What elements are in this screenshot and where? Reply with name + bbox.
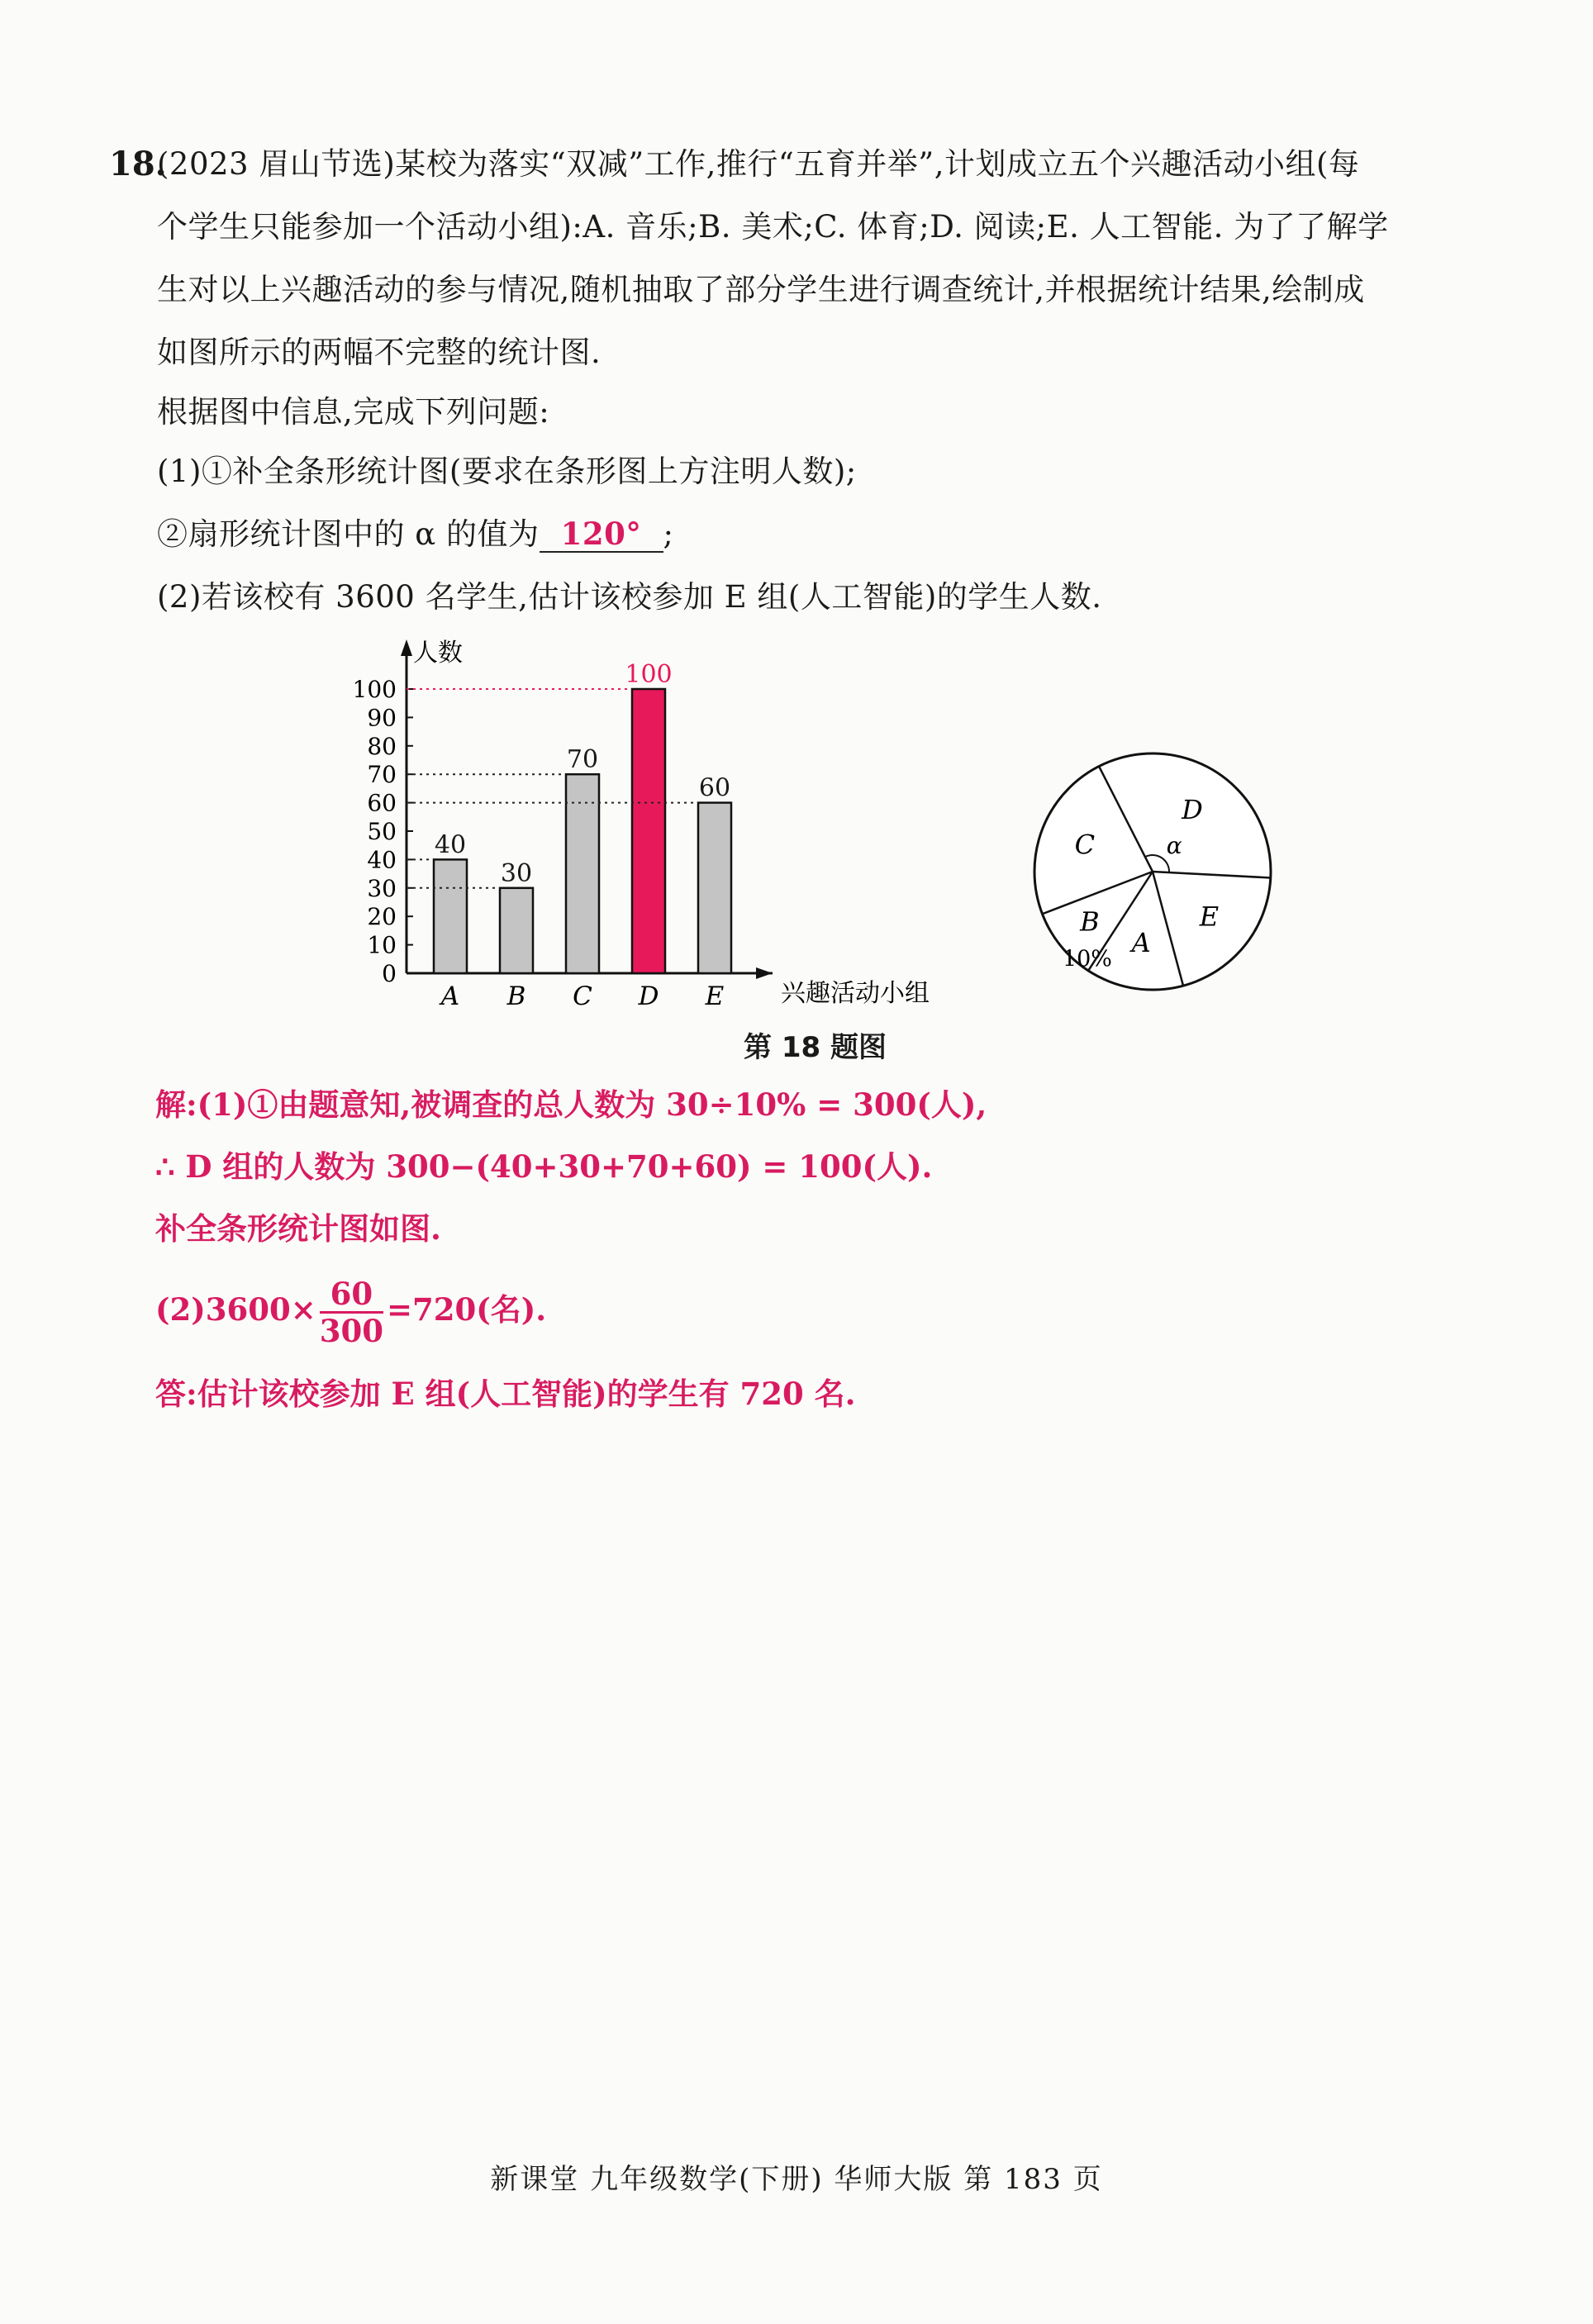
y-tick-label: 50 (367, 818, 397, 845)
bar-value-label: 30 (500, 858, 533, 888)
y-axis-label: 人数 (413, 639, 463, 668)
question-part2: (2)若该校有 3600 名学生,估计该校参加 E 组(人工智能)的学生人数. (157, 579, 1102, 615)
x-tick-label: A (440, 981, 460, 1011)
answer-blank: 120° (540, 516, 663, 553)
question-line-4: 如图所示的两幅不完整的统计图. (157, 335, 602, 370)
y-tick-label: 80 (367, 732, 397, 760)
solution-part2-suffix: =720(名). (386, 1291, 547, 1328)
x-axis-label: 兴趣活动小组 (781, 979, 930, 1008)
alpha-label: α (1166, 831, 1182, 859)
question-line-3: 生对以上兴趣活动的参与情况,随机抽取了部分学生进行调查统计,并根据统计结果,绘制成 (157, 272, 1365, 307)
pie-label-E: E (1199, 901, 1220, 933)
bar-chart (330, 628, 975, 1016)
solution-line-1: 解:(1)①由题意知,被调查的总人数为 30÷10% = 300(人), (155, 1086, 987, 1123)
y-tick-label: 90 (367, 704, 397, 732)
page-footer: 新课堂 九年级数学(下册) 华师大版 第 183 页 (490, 2163, 1103, 2196)
bar-E (698, 803, 731, 973)
solution-line-4 (155, 1272, 546, 1348)
question-line-2: 个学生只能参加一个活动小组):A. 音乐;B. 美术;C. 体育;D. 阅读;E. 人工智能. 为了了解学 (157, 209, 1389, 245)
y-tick-label: 100 (352, 676, 397, 703)
y-axis-arrow (401, 639, 412, 656)
x-axis-arrow (756, 967, 773, 979)
pie-percent-label: 10% (1062, 946, 1112, 972)
x-tick-label: C (573, 981, 592, 1011)
x-tick-label: B (506, 981, 526, 1011)
y-tick-label: 0 (382, 960, 397, 987)
pie-label-C: C (1074, 829, 1096, 861)
solution-line-2: ∴ D 组的人数为 300−(40+30+70+60) = 100(人). (155, 1148, 933, 1185)
solution-part2-prefix: (2)3600× (155, 1291, 316, 1328)
y-tick-label: 20 (367, 903, 397, 931)
fraction-numerator: 60 (320, 1276, 383, 1314)
fraction (320, 1276, 383, 1348)
part1b-suffix: ; (663, 516, 674, 552)
x-tick-label: D (638, 981, 659, 1011)
question-line-1: (2023 眉山节选)某校为落实“双减”工作,推行“五育并举”,计划成立五个兴趣活动小组(每 (157, 146, 1360, 182)
solution-line-3: 补全条形统计图如图. (155, 1210, 441, 1247)
fraction-denominator: 300 (319, 1313, 383, 1349)
bar-value-label: 40 (434, 830, 467, 860)
y-tick-label: 70 (367, 761, 397, 789)
figure-caption: 第 18 题图 (744, 1031, 887, 1064)
solution-line-5: 答:估计该校参加 E 组(人工智能)的学生有 720 名. (155, 1376, 856, 1412)
y-tick-label: 30 (367, 874, 397, 902)
bar-D (632, 689, 665, 973)
bar-B (500, 888, 533, 973)
question-line-6: (1)①补全条形统计图(要求在条形图上方注明人数); (157, 454, 857, 489)
bar-A (434, 859, 467, 973)
bar-C (566, 774, 599, 973)
y-tick-label: 60 (367, 789, 397, 817)
part1b-prefix: ②扇形统计图中的 α 的值为 (157, 516, 540, 552)
y-tick-label: 10 (367, 931, 397, 959)
x-tick-label: E (705, 981, 725, 1011)
y-tick-label: 40 (367, 846, 397, 874)
pie-label-D: D (1182, 794, 1203, 826)
pie-label-A: A (1131, 926, 1151, 958)
bar-value-label: 70 (566, 745, 599, 775)
bar-value-label: 60 (698, 773, 731, 803)
pie-label-B: B (1080, 905, 1100, 938)
pie-chart (1016, 735, 1289, 1008)
question-number: 18. (109, 145, 167, 183)
bar-value-label: 100 (625, 660, 673, 689)
question-part1b (157, 514, 673, 555)
question-line-5: 根据图中信息,完成下列问题: (157, 394, 550, 430)
